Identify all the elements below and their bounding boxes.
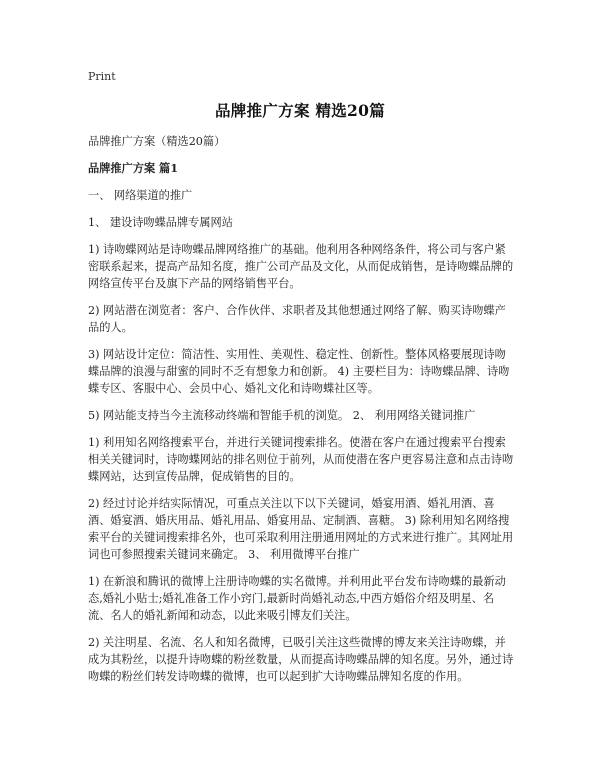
- paragraph: 2) 经过讨论并结实际情况，可重点关注以下以下关键词，婚宴用酒、婚礼用酒、喜酒、婚宴酒、婚庆用品、婚礼用品、婚宴用品、定制酒、喜糖。 3) 除利用知名网络搜索平台的关键词搜索排名外，也可采取利用注册通用网址的方式来进行推广。其网址用词也可参照搜索关键词来确定。 3、 利用微博平台推广: [88, 497, 514, 561]
- document-title: 品牌推广方案 精选20篇: [214, 101, 386, 120]
- paragraph: 2) 网站潜在浏览者：客户、合作伙伴、求职者及其他想通过网络了解、购买诗吻蝶产品的人。: [88, 304, 506, 334]
- paragraph: 1) 诗吻蝶网站是诗吻蝶品牌网络推广的基础。他利用各种网络条件，将公司与客户紧密联系起来，提高产品知名度，推广公司产品及文化，从而促成销售，是诗吻蝶品牌的网络宣传平台及旗下产品的网络销售平台。: [88, 243, 514, 290]
- document-subtitle: 品牌推广方案（精选20篇）: [88, 135, 226, 148]
- paragraph: 1) 利用知名网络搜索平台，并进行关键词搜索排名。使潜在客户在通过搜索平台搜索相关关键词时，诗吻蝶网站的排名则位于前列，从而使潜在客户更容易注意和点击诗吻蝶网站，达到宣传品牌，促成销售的目的。: [88, 436, 514, 483]
- outline-item-1: 一、 网络渠道的推广: [88, 189, 193, 202]
- paragraph: 2) 关注明星、名流、名人和知名微博，已吸引关注这些微博的博友来关注诗吻蝶，并成为其粉丝，以提升诗吻蝶的粉丝数量，从而提高诗吻蝶品牌的知名度。另外，通过诗吻蝶的粉丝们转发诗吻蝶的微博，也可以起到扩大诗吻蝶品牌知名度的作用。: [88, 636, 514, 683]
- paragraph: 3) 网站设计定位：简洁性、实用性、美观性、稳定性、创新性。整体风格要展现诗吻蝶品牌的浪漫与甜蜜的同时不乏有想象力和创新。 4) 主要栏目为：诗吻蝶品牌、诗吻蝶专区、客服中心、会员中心、婚礼文化和诗吻蝶社区等。: [88, 348, 510, 395]
- print-link[interactable]: Print: [88, 70, 116, 83]
- outline-item-2: 1、 建设诗吻蝶品牌专属网站: [88, 216, 233, 229]
- document-body: [88, 133, 516, 695]
- section-heading: 品牌推广方案 篇1: [88, 161, 178, 175]
- paragraph: 1) 在新浪和腾讯的微博上注册诗吻蝶的实名微博。并利用此平台发布诗吻蝶的最新动态,婚礼小贴士;婚礼准备工作小窍门,最新时尚婚礼动态,中西方婚俗介绍及明星、名流、名人的婚礼新闻和动态，以此来吸引博友们关注。: [88, 575, 506, 622]
- paragraph: 5) 网站能支持当今主流移动终端和智能手机的浏览。 2、 利用网络关键词推广: [88, 409, 476, 422]
